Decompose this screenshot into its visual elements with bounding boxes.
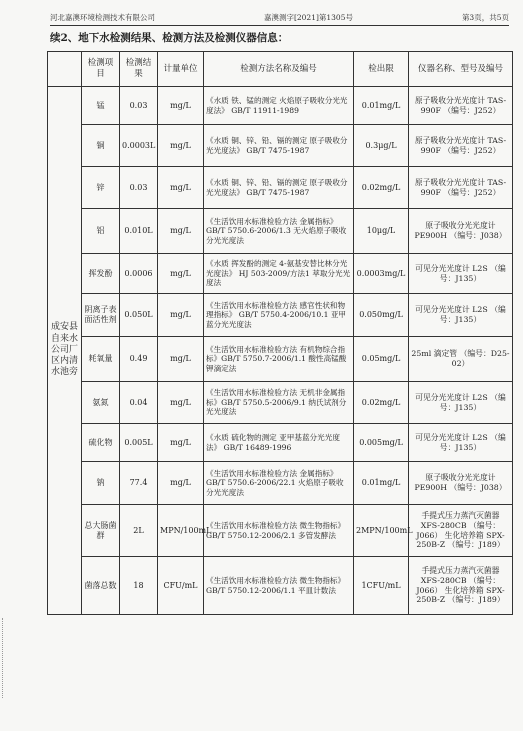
cell-item: 总大肠菌群: [82, 505, 120, 557]
cell-unit: mg/L: [158, 87, 204, 125]
table-row: [48, 462, 513, 505]
cell-unit: mg/L: [158, 337, 204, 382]
col-site: [48, 52, 82, 87]
cell-unit: mg/L: [158, 382, 204, 424]
cell-limit: 0.02mg/L: [354, 167, 409, 209]
cell-limit: 0.01mg/L: [354, 462, 409, 505]
cell-method: 《水质 铜、锌、铅、镉的测定 原子吸收分光光度法》 GB/T 7475-1987: [204, 167, 354, 209]
table-row: [48, 209, 513, 254]
cell-instrument: 手提式压力蒸汽灭菌器 XFS-280CB （编号：J066） 生化培养箱 SPX-250B-Z （编号：J189）: [409, 557, 513, 615]
cell-unit: CFU/mL: [158, 557, 204, 615]
cell-instrument: 原子吸收分光光度计 PE900H （编号：J038）: [409, 209, 513, 254]
cell-unit: mg/L: [158, 424, 204, 462]
table-row: [48, 125, 513, 167]
cell-method: 《生活饮用水标准检验方法 无机非金属指标》GB/T 5750.5-2006/9.1 纳氏试剂分光光度法: [204, 382, 354, 424]
cell-limit: 0.05mg/L: [354, 337, 409, 382]
cell-unit: mg/L: [158, 294, 204, 337]
cell-method: 《水质 挥发酚的测定 4-氨基安替比林分光光度法》 HJ 503-2009/方法1 萃取分光光度法: [204, 254, 354, 294]
cell-instrument: 原子吸收分光光度计 TAS-990F （编号：J252）: [409, 167, 513, 209]
table-row: [48, 294, 513, 337]
cell-limit: 0.050mg/L: [354, 294, 409, 337]
cell-result: 0.010L: [120, 209, 158, 254]
cell-item: 锰: [82, 87, 120, 125]
cell-instrument: 可见分光光度计 L2S （编号：J135）: [409, 424, 513, 462]
col-result: 检测结果: [120, 52, 158, 87]
cell-method: 《生活饮用水标准检验方法 金属指标》GB/T 5750.6-2006/22.1 火焰原子吸收分光光度法: [204, 462, 354, 505]
company-name: 河北嘉澳环境检测技术有限公司: [50, 13, 155, 22]
cell-instrument: 可见分光光度计 L2S （编号：J135）: [409, 254, 513, 294]
table-row: [48, 505, 513, 557]
cell-item: 菌落总数: [82, 557, 120, 615]
cell-method: 《生活饮用水标准检验方法 有机物综合指标》GB/T 5750.7-2006/1.1 酸性高锰酸钾滴定法: [204, 337, 354, 382]
cell-limit: 0.02mg/L: [354, 382, 409, 424]
col-instrument: 仪器名称、型号及编号: [409, 52, 513, 87]
col-limit: 检出限: [354, 52, 409, 87]
table-row: [48, 87, 513, 125]
cell-unit: mg/L: [158, 125, 204, 167]
cell-method: 《水质 硫化物的测定 亚甲基蓝分光光度法》 GB/T 16489-1996: [204, 424, 354, 462]
cell-limit: 1CFU/mL: [354, 557, 409, 615]
cell-result: 77.4: [120, 462, 158, 505]
cell-method: 《生活饮用水标准检验方法 感官性状和物理指标》 GB/T 5750.4-2006/10.1 亚甲蓝分光光度法: [204, 294, 354, 337]
cell-instrument: 原子吸收分光光度计 TAS-990F （编号：J252）: [409, 87, 513, 125]
table-row: [48, 424, 513, 462]
cell-method: 《水质 铁、锰的测定 火焰原子吸收分光光度法》 GB/T 11911-1989: [204, 87, 354, 125]
table-header-row: [48, 52, 513, 87]
col-unit: 计量单位: [158, 52, 204, 87]
cell-item: 硫化物: [82, 424, 120, 462]
binding-edge-mark: [2, 618, 6, 698]
table-row: [48, 254, 513, 294]
col-item: 检测项目: [82, 52, 120, 87]
page-header: [50, 7, 509, 26]
cell-limit: 2MPN/100mL: [354, 505, 409, 557]
cell-method: 《生活饮用水标准检验方法 微生物指标》GB/T 5750.12-2006/1.1 平皿计数法: [204, 557, 354, 615]
cell-result: 18: [120, 557, 158, 615]
cell-limit: 0.005mg/L: [354, 424, 409, 462]
page-number: 第3页，共5页: [461, 13, 509, 22]
table-row: [48, 557, 513, 615]
cell-item: 钠: [82, 462, 120, 505]
cell-result: 0.050L: [120, 294, 158, 337]
cell-instrument: 原子吸收分光光度计 PE900H （编号：J038）: [409, 462, 513, 505]
cell-result: 0.04: [120, 382, 158, 424]
cell-unit: mg/L: [158, 209, 204, 254]
cell-item: 铝: [82, 209, 120, 254]
cell-unit: mg/L: [158, 462, 204, 505]
section-title: 续2、地下水检测结果、检测方法及检测仪器信息：: [50, 32, 289, 44]
cell-method: 《水质 铜、锌、铅、镉的测定 原子吸收分光光度法》 GB/T 7475-1987: [204, 125, 354, 167]
cell-limit: 0.01mg/L: [354, 87, 409, 125]
cell-item: 锌: [82, 167, 120, 209]
cell-unit: MPN/100mL: [158, 505, 204, 557]
cell-item: 挥发酚: [82, 254, 120, 294]
cell-instrument: 可见分光光度计 L2S （编号：J135）: [409, 382, 513, 424]
cell-result: 0.03: [120, 87, 158, 125]
cell-result: 0.0003L: [120, 125, 158, 167]
cell-result: 0.03: [120, 167, 158, 209]
col-method: 检测方法名称及编号: [204, 52, 354, 87]
cell-limit: 0.0003mg/L: [354, 254, 409, 294]
report-number: 嘉澳测字[2021]第1305号: [263, 13, 353, 22]
cell-instrument: 原子吸收分光光度计 TAS-990F （编号：J252）: [409, 125, 513, 167]
cell-item: 阴离子表面活性剂: [82, 294, 120, 337]
results-table: [47, 51, 513, 615]
cell-method: 《生活饮用水标准检验方法 金属指标》GB/T 5750.6-2006/1.3 无火焰原子吸收分光光度法: [204, 209, 354, 254]
cell-instrument: 25ml 滴定管 （编号：D25-02）: [409, 337, 513, 382]
cell-limit: 10μg/L: [354, 209, 409, 254]
cell-result: 2L: [120, 505, 158, 557]
cell-instrument: 可见分光光度计 L2S （编号：J135）: [409, 294, 513, 337]
table-row: [48, 167, 513, 209]
cell-result: 0.005L: [120, 424, 158, 462]
cell-item: 铜: [82, 125, 120, 167]
table-row: [48, 337, 513, 382]
cell-item: 耗氧量: [82, 337, 120, 382]
table-row: [48, 382, 513, 424]
cell-method: 《生活饮用水标准检验方法 微生物指标》GB/T 5750.12-2006/2.1 多管发酵法: [204, 505, 354, 557]
cell-limit: 0.3μg/L: [354, 125, 409, 167]
cell-instrument: 手提式压力蒸汽灭菌器 XFS-280CB （编号：J066） 生化培养箱 SPX-250B-Z （编号：J189）: [409, 505, 513, 557]
cell-item: 氨氮: [82, 382, 120, 424]
cell-unit: mg/L: [158, 167, 204, 209]
sampling-site: 成安县自来水公司厂区内清水池旁: [48, 87, 82, 615]
cell-unit: mg/L: [158, 254, 204, 294]
cell-result: 0.0006: [120, 254, 158, 294]
cell-result: 0.49: [120, 337, 158, 382]
